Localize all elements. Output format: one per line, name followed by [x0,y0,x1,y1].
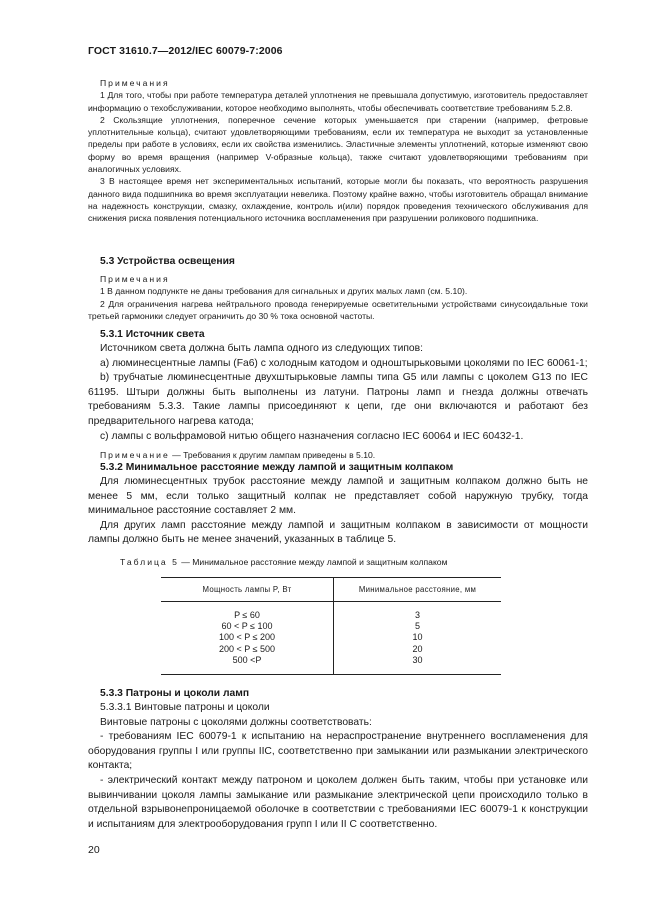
cell-power: 500 <P [161,655,334,675]
table-row [161,621,501,632]
cell-power: 100 < P ≤ 200 [161,632,334,643]
notes-heading: Примечания [100,78,170,88]
column-header-distance: Минимальное расстояние, мм [334,578,502,602]
document-header: ГОСТ 31610.7—2012/IEC 60079-7:2006 [88,45,283,57]
section-5-3-title: 5.3 Устройства освещения [100,256,235,267]
table-5-caption: Таблица 5 — Минимальное расстояние между лампой и защитным колпаком [120,557,448,567]
list-item-b: b) трубчатые люминесцентные двухштырьковые лампы типа G5 или лампы с цоколем G13 по IEC 61195. Штыри должны быть выполнены из латуни. Патроны ламп и гнезда должны отвечать требованиям 5.3.3. Такие лампы присоединяют к цепи, где они включаются и работают без предварительного нагрева катода; [88,372,588,427]
section-5-3-1 [88,328,588,461]
table-row [161,632,501,643]
cell-distance: 20 [412,643,423,654]
section-5-3-3-intro: Винтовые патроны с цоколями должны соответствовать: [100,716,372,728]
table-row [161,655,501,675]
section-5-3-2 [88,461,588,548]
table-row [161,602,501,622]
cell-power: P ≤ 60 [161,602,334,622]
note-1: 1 Для того, чтобы при работе температура деталей уплотнения не превышала допустимую, изготовитель предоставляет информацию о техобслуживании, которое необходимо выполнять, чтобы обеспечивать соответствие требованиям 5.2.8. [88,90,588,113]
section-5-3-2-title: 5.3.2 Минимальное расстояние между лампой и защитным колпаком [100,462,454,473]
table-5 [161,577,501,675]
section-5-3-1-intro: Источником света должна быть лампа одного из следующих типов: [100,343,423,354]
page-number: 20 [88,844,100,856]
section-5-3-3 [88,687,588,832]
notes-block-top [88,77,588,225]
section-5-3-note-2: 2 Для ограничения нагрева нейтрального провода генерируемые осветительными устройствами синусоидальные токи третьей гармоники следует ограничить до 30 % тока основной частоты. [88,298,588,321]
section-5-3-2-para-2: Для других ламп расстояние между лампой и защитным колпаком в зависимости от мощности лампы должно быть не менее значений, указанных в таблице 5. [88,519,588,546]
note-3: 3 В настоящее время нет экспериментальных испытаний, которые могли бы показать, что вероятность разрушения данного вида подшипника во время эксплуатации невелика. Поэтому крайне важно, чтобы изготовитель обращал внимание на надежность конструкции, смазку, охлаждение, контроль и(или) порядок проведения технического обслуживания для снижения риска появления потенциального источника воспламенения при разрушении роликового подшипника. [88,176,588,224]
section-5-3-3-1-title: 5.3.3.1 Винтовые патроны и цоколи [100,702,270,713]
note-2: 2 Скользящие уплотнения, поперечное сечение которых уменьшается при старении (например, фетровые уплотнительные кольца), считают удовлетворяющими требованиям, если их температура не выходит за установленные пределы при работе в условиях, если их свойства изменились. Эластичные элементы уплотнений, которые изменяют свою форму во время вращения (например V-образные кольца), также считают удовлетворяющими требованиям при аналогичных условиях. [88,114,588,175]
section-5-3-notes-heading: Примечания [100,274,170,284]
section-5-3 [88,255,588,322]
cell-distance: 3 [414,610,420,620]
section-5-3-1-note: Примечание — Требования к другим лампам приведены в 5.10. [100,450,376,461]
cell-distance: 10 [412,632,423,643]
column-header-power: Мощность лампы P, Вт [161,578,334,602]
cell-distance: 30 [334,655,502,675]
cell-power: 60 < P ≤ 100 [161,621,334,632]
requirement-item-2: - электрический контакт между патроном и цоколем должен быть таким, чтобы при установке или вывинчивании цоколя лампы замыкание или размыкание электрической цепи происходило только в отдельной взрывонепроницаемой оболочке в соответствии с требованиями IEC 60079-1 к конструкции и испытаниям для электрооборудования групп I или II С соответственно. [88,774,588,830]
list-item-c: c) лампы с вольфрамовой нитью общего назначения согласно IEC 60064 и IEC 60432-1. [100,430,524,442]
section-5-3-note-1: 1 В данном подпункте не даны требования для сигнальных и других малых ламп (см. 5.10). [100,286,468,297]
cell-power: 200 < P ≤ 500 [161,644,334,655]
requirement-item-1: - требованиям IEC 60079-1 к испытанию на нераспространение внутреннего воспламенения для оборудования группы I или группы IIC, соответственно при замыкании или размыкании электрического контакта; [88,731,588,772]
section-5-3-2-para-1: Для люминесцентных трубок расстояние между лампой и защитным колпаком должно быть не менее 5 мм, если только защитный колпак не представляет собой наружную трубку, тогда минимальное расстояние составляет 2 мм. [88,476,588,517]
table-header-row [161,578,501,602]
section-5-3-3-title: 5.3.3 Патроны и цоколи ламп [100,688,250,699]
table-row [161,644,501,655]
cell-distance: 5 [414,621,420,632]
section-5-3-1-title: 5.3.1 Источник света [100,329,205,340]
list-item-a: a) люминесцентные лампы (Fa6) с холодным катодом и одноштырьковыми цоколями по IEC 60061-1; [100,357,588,369]
